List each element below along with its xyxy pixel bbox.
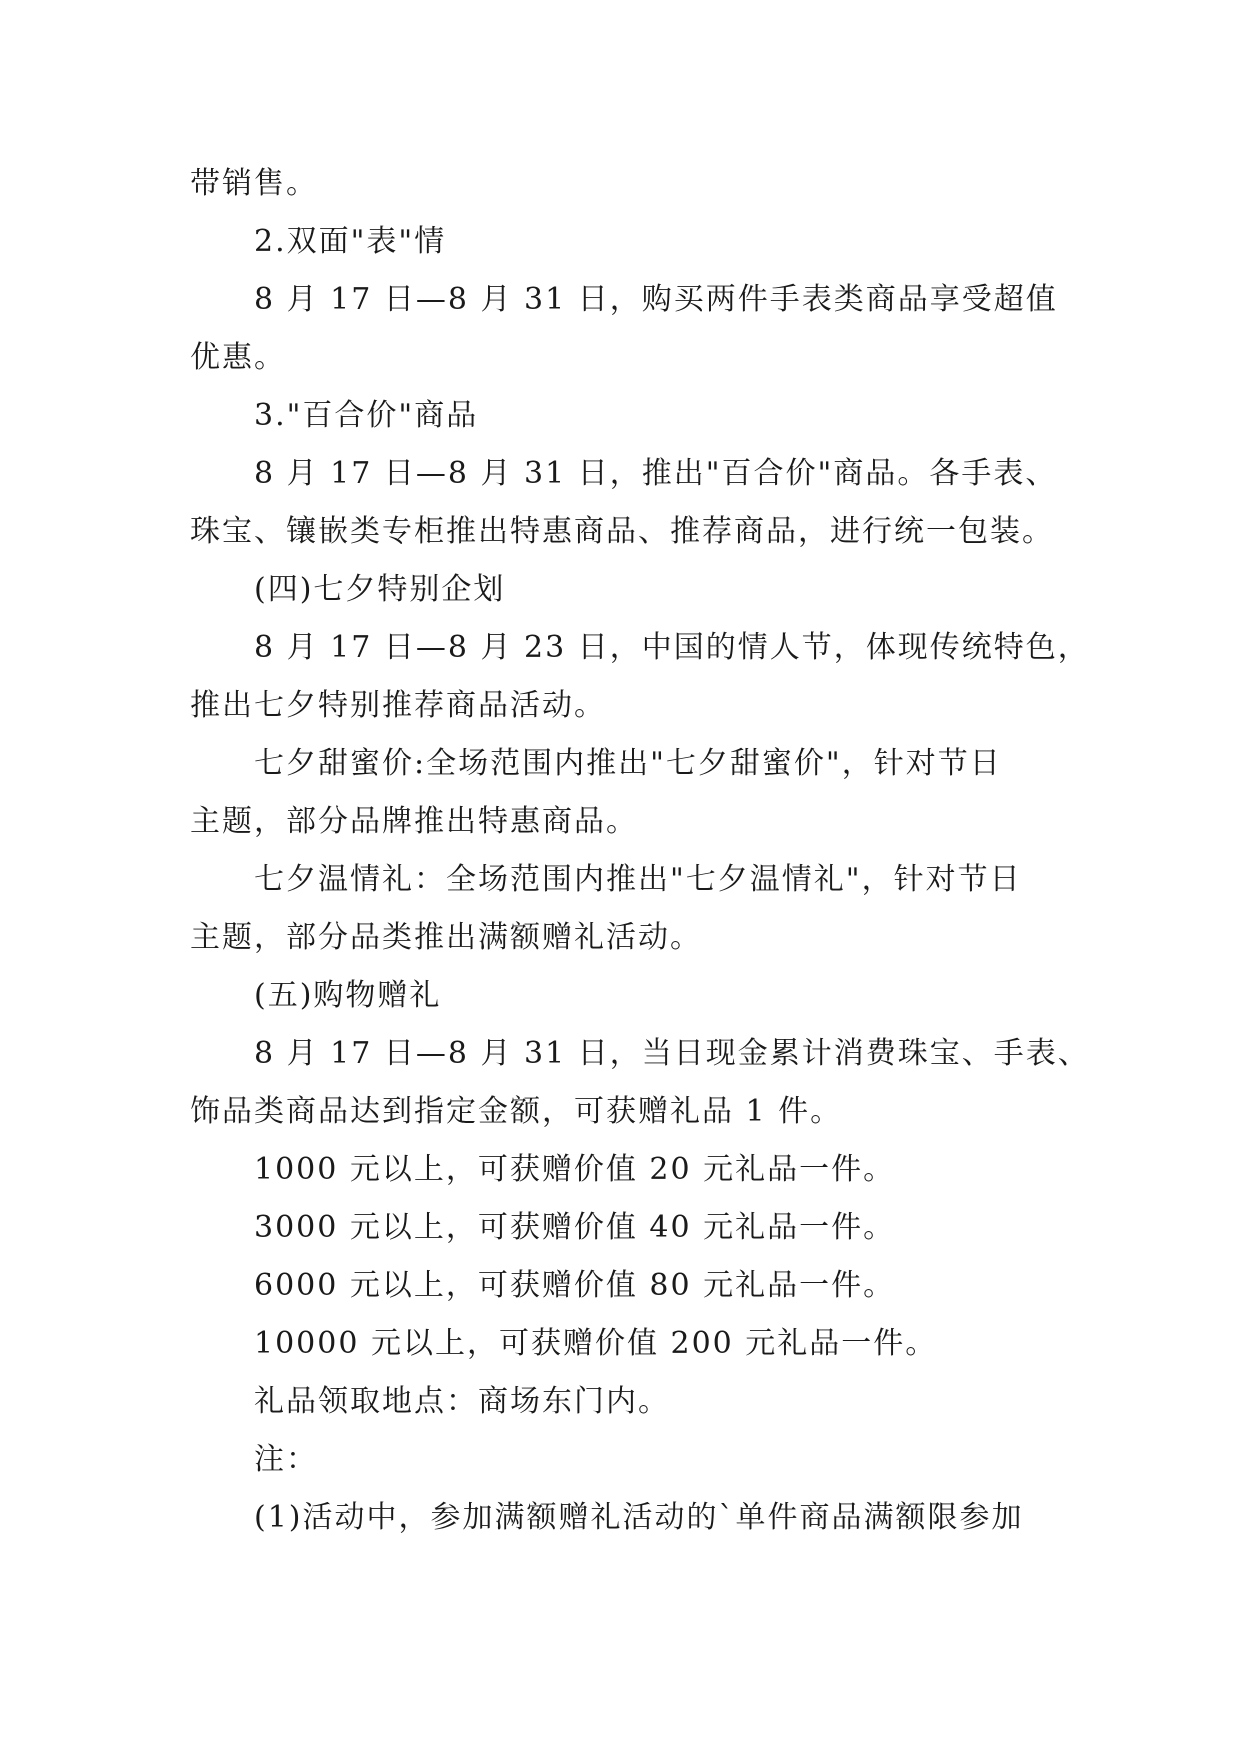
text-line: 优惠。 — [190, 340, 286, 375]
list-item: 6000 元以上，可获赠价值 80 元礼品一件。 — [254, 1268, 896, 1303]
list-item: 1000 元以上，可获赠价值 20 元礼品一件。 — [254, 1152, 896, 1187]
section-heading: (五)购物赠礼 — [254, 978, 442, 1013]
section-heading: 2.双面"表"情 — [254, 224, 447, 259]
text-line: 带销售。 — [190, 166, 318, 201]
note-label: 注： — [254, 1442, 318, 1477]
text-line: 主题，部分品类推出满额赠礼活动。 — [190, 920, 702, 955]
text-line: 8 月 17 日—8 月 31 日，购买两件手表类商品享受超值 — [254, 282, 1058, 317]
text-line: 饰品类商品达到指定金额，可获赠礼品 1 件。 — [190, 1094, 843, 1129]
text-line: 珠宝、镶嵌类专柜推出特惠商品、推荐商品，进行统一包装。 — [190, 514, 1054, 549]
list-item: 10000 元以上，可获赠价值 200 元礼品一件。 — [254, 1326, 938, 1361]
text-line: (1)活动中，参加满额赠礼活动的`单件商品满额限参加 — [254, 1500, 1024, 1535]
list-item: 3000 元以上，可获赠价值 40 元礼品一件。 — [254, 1210, 896, 1245]
section-heading: 3."百合价"商品 — [254, 398, 479, 433]
text-line: 8 月 17 日—8 月 23 日，中国的情人节，体现传统特色， — [254, 630, 1090, 665]
text-line: 推出七夕特别推荐商品活动。 — [190, 688, 606, 723]
text-line: 8 月 17 日—8 月 31 日，当日现金累计消费珠宝、手表、 — [254, 1036, 1090, 1071]
text-line: 礼品领取地点：商场东门内。 — [254, 1384, 670, 1419]
text-line: 主题，部分品牌推出特惠商品。 — [190, 804, 638, 839]
section-heading: (四)七夕特别企划 — [254, 572, 506, 607]
text-line: 七夕甜蜜价:全场范围内推出"七夕甜蜜价"，针对节日 — [254, 746, 1002, 781]
text-line: 七夕温情礼：全场范围内推出"七夕温情礼"，针对节日 — [254, 862, 1022, 897]
text-line: 8 月 17 日—8 月 31 日，推出"百合价"商品。各手表、 — [254, 456, 1058, 491]
